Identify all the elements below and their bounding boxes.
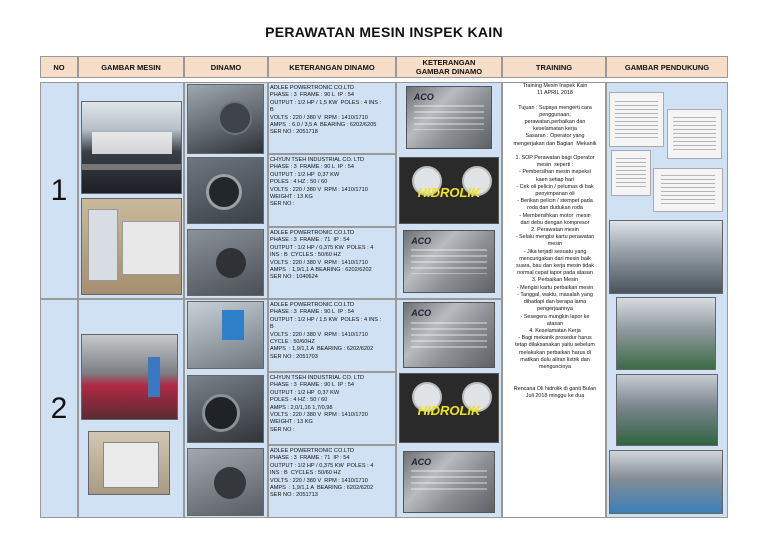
machine-photo: [81, 334, 178, 420]
document-photo: [667, 109, 722, 159]
nameplate-brand-label: ACO: [411, 456, 432, 467]
training-photo: [609, 450, 723, 514]
dinamo-motor-photo: [187, 375, 264, 443]
header-gambar-mesin: GAMBAR MESIN: [78, 56, 184, 78]
nameplate-photo: [403, 302, 495, 368]
nameplate-photo: [406, 86, 492, 149]
header-training: TRAINING: [502, 56, 606, 78]
nameplate-photo: [403, 230, 495, 293]
dinamo-spec-text: ADLEE POWERTRONIC CO.LTD PHASE : 3 FRAME : 71 IP : 54 OUTPUT : 1/2 HP / 0,375 KW POLES : 4 INS : B CYCLES : 50/60 HZ VOLTS : 220 / 380 V RPM : 1410/1710 AMPS : 1,9/1,1 A BEARING : 6202/6202 SER NO : 1040624: [270, 230, 374, 281]
dinamo-spec-text: ADLEE POWERTRONIC CO.LTD PHASE : 3 FRAME : 90 L IP : 54 OUTPUT : 1/2 HP / 1,5 KW POLES : 4 INS : B VOLTS : 220 / 380 V RPM : 1410/1710 AMPS : 6.0 / 3,5 A BEARING : 6202/6205 SER NO : 2051718: [270, 85, 382, 136]
training-photo: [616, 297, 716, 370]
header-keterangan-gambar-dinamo: KETERANGAN GAMBAR DINAMO: [396, 56, 502, 78]
dinamo-motor-photo: [187, 157, 264, 224]
nameplate-brand-label: ACO: [411, 308, 432, 319]
dinamo-spec-text: ADLEE POWERTRONIC CO.LTD PHASE : 3 FRAME : 90 L IP : 54 OUTPUT : 1/2 HP / 1,5 KW POLES : 4 INS : B VOLTS : 220 / 380 V RPM : 1410/1710 CYCLE : 50/60HZ AMPS : 1,9/1,1 A BEARING : 6202/6202 SER NO : 2051703: [270, 302, 382, 360]
dinamo-spec-text: CHYUN TSEH INDUSTRIAL CO. LTD PHASE : 3 FRAME : 90 L IP : 54 OUTPUT : 1/2 HP 0,37 KW POLES : 4 HZ : 50 / 60 AMPS : 2,0/1,16 1,7/0,98 VOLTS : 220 / 380 V RPM : 1410/1720 WEIGHT : 13 KG SER NO :: [270, 375, 368, 433]
nameplate-photo: [403, 451, 495, 513]
document-photo: [653, 168, 723, 212]
document-photo: [609, 92, 664, 147]
header-dinamo: DINAMO: [184, 56, 268, 78]
dinamo-spec-text: ADLEE POWERTRONIC CO.LTD PHASE : 3 FRAME : 71 IP : 54 OUTPUT : 1/2 HP / 0,375 KW POLES : 4 INS : B CYCLES : 50/60 HZ VOLTS : 220 / 380 V RPM : 1410/1710 AMPS : 1,9/1,1 A BEARING : 6202/6202 SER NO : 2051713: [270, 448, 374, 499]
header-gambar-pendukung: GAMBAR PENDUKUNG: [606, 56, 728, 78]
hidrolik-label: HIDROLIK: [417, 402, 481, 418]
dinamo-motor-photo: [187, 301, 264, 369]
hidrolik-gauge-photo: [399, 373, 499, 443]
dinamo-motor-photo: [187, 229, 264, 296]
control-panel-photo: [81, 198, 182, 295]
nameplate-brand-label: ACO: [413, 91, 434, 102]
machine-photo: [81, 101, 182, 194]
training-photo: [616, 374, 718, 446]
control-panel-photo: [88, 431, 170, 495]
hidrolik-label: HIDROLIK: [417, 185, 481, 201]
document-photo: [611, 150, 651, 196]
row-number-1: 1: [40, 82, 78, 299]
dinamo-motor-photo: [187, 84, 264, 154]
dinamo-motor-photo: [187, 448, 264, 516]
row-number-2: 2: [40, 299, 78, 518]
training-photo: [609, 220, 723, 294]
nameplate-brand-label: ACO: [411, 235, 432, 246]
page-title: PERAWATAN MESIN INSPEK KAIN: [265, 24, 503, 40]
training-text: Training Mesin Inspek Kain 11 APRIL 2018 Tujuan : Supaya mengerti cara penggunaan, perawatan,perbaikan dan keselamatan kerja Sasaran : Operator yang mengerjakan dan Bagian Mekanik 1. SOP Perawatan bagi Operator mesin seperti : - Pembersihan mesin inspeksi kaen setiap hari - Cek oli pelicin / pelumas di bak penyimpanan oli - Berikan pelicin / stempet pada roda dan dudukan roda - Membersihkan motor mesin dari debu dengan kompresor 2. Perawatan mesin - Selalu mengisi kartu perawatan mesin - Jika terjadi sesuatu yang mencurigakan dari mesin baik suara, bau dan kerja mesin tidak normal cepat lapor pada atasan 3. Perbaikan Mesin - Mengisi kartu perbaikan mesin - Tanggal, waktu, masalah yang dihadapi dan berapa lama pengerjaannya - Sesegera mungkin lapor ke atasan 4. Keselamatan Kerja - Bagi mekanik prosedur harus tetap dilaksanakan yaitu sebelum melakukan perbaikan harus di matikan dulu aliran listrik dan menguncinya Rencana Oli hidrolik di ganti Bulan Juli 2018 minggu ke dua: [513, 83, 597, 399]
hidrolik-gauge-photo: [399, 157, 499, 224]
header-no: NO: [40, 56, 78, 78]
header-keterangan-dinamo: KETERANGAN DINAMO: [268, 56, 396, 78]
dinamo-spec-text: CHYUN TSEH INDUSTRIAL CO. LTD PHASE : 3 FRAME : 90 L IP : 54 OUTPUT : 1/2 HP 0,37 KW POLES : 4 HZ : 50 / 60 VOLTS : 220 / 380 V RPM : 1410/1710 WEIGHT : 13 KG SER NO :: [270, 157, 368, 208]
